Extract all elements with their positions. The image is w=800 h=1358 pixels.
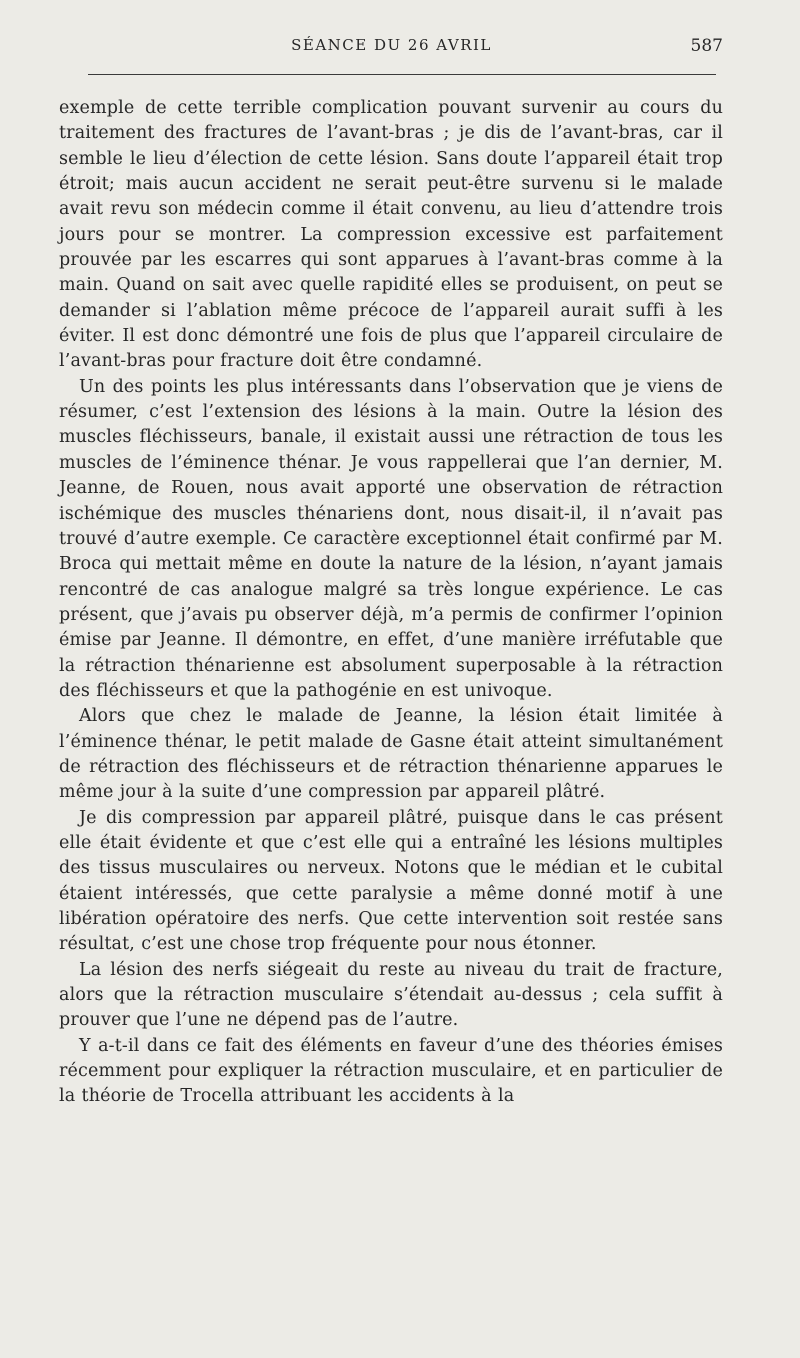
header-rule: [88, 74, 716, 75]
running-title: SÉANCE DU 26 AVRIL: [291, 36, 492, 54]
paragraph-compression: Je dis compression par appareil plâtré, puisque dans le cas présent elle était évidente et que c’est elle qui a entraîné les lésions multiples des tissus musculaires ou nerveux. Notons que le médian et le cubital étaient intéressés, que cette paralysie a même donné motif à une libération opératoire des nerfs. Que cette intervention soit restée sans résultat, c’est une chose trop fréquente pour nous étonner.: [59, 807, 723, 955]
paragraph-theories: Y a-t-il dans ce fait des éléments en faveur d’une des théories émises récemment pour expliquer la rétraction musculaire, et en particulier de la théorie de Trocella attribuant les accidents à la: [59, 1035, 723, 1107]
running-head: [60, 36, 723, 58]
paragraph-nerve-lesion: La lésion des nerfs siégeait du reste au niveau du trait de fracture, alors que la rétraction musculaire s’étendait au-dessus ; cela suffit à prouver que l’une ne dépend pas de l’autre.: [59, 959, 723, 1031]
paragraph-jeanne-comparison: Alors que chez le malade de Jeanne, la lésion était limitée à l’éminence thénar, le petit malade de Gasne était atteint simultanément de rétraction des fléchisseurs et de rétraction thénarienne apparues le même jour à la suite d’une compression par appareil plâtré.: [59, 706, 723, 803]
page-number: 587: [690, 36, 723, 56]
paragraph-continuation: exemple de cette terrible complication pouvant survenir au cours du traitement des fractures de l’avant-bras ; je dis de l’avant-bras, car il semble le lieu d’élection de cette lésion. Sans doute l’appareil était trop étroit; mais aucun accident ne serait peut-être survenu si le malade avait revu son médecin comme il était convenu, au lieu d’attendre trois jours pour se montrer. La compression excessive est parfaitement prouvée par les escarres qui sont apparues à l’avant-bras comme à la main. Quand on sait avec quelle rapidité elles se produisent, on peut se demander si l’ablation même précoce de l’appareil aurait suffi à les éviter. Il est donc démontré une fois de plus que l’appareil circulaire de l’avant-bras pour fracture doit être condamné.: [59, 98, 723, 372]
paragraph-thenar-extension: Un des points les plus intéressants dans l’observation que je viens de résumer, c’est l’extension des lésions à la main. Outre la lésion des muscles fléchisseurs, banale, il existait aussi une rétraction de tous les muscles de l’éminence thénar. Je vous rappellerai que l’an dernier, M. Jeanne, de Rouen, nous avait apporté une observation de rétraction ischémique des muscles thénariens dont, nous disait-il, il n’avait pas trouvé d’autre exemple. Ce caractère exceptionnel était confirmé par M. Broca qui mettait même en doute la nature de la lésion, n’ayant jamais rencontré de cas analogue malgré sa très longue expérience. Le cas présent, que j’avais pu observer déjà, m’a permis de confirmer l’opinion émise par Jeanne. Il démontre, en effet, d’une manière irréfutable que la rétraction thénarienne est absolument superposable à la rétraction des fléchisseurs et que la pathogénie en est univoque.: [59, 376, 723, 701]
body-text: [59, 96, 723, 1110]
